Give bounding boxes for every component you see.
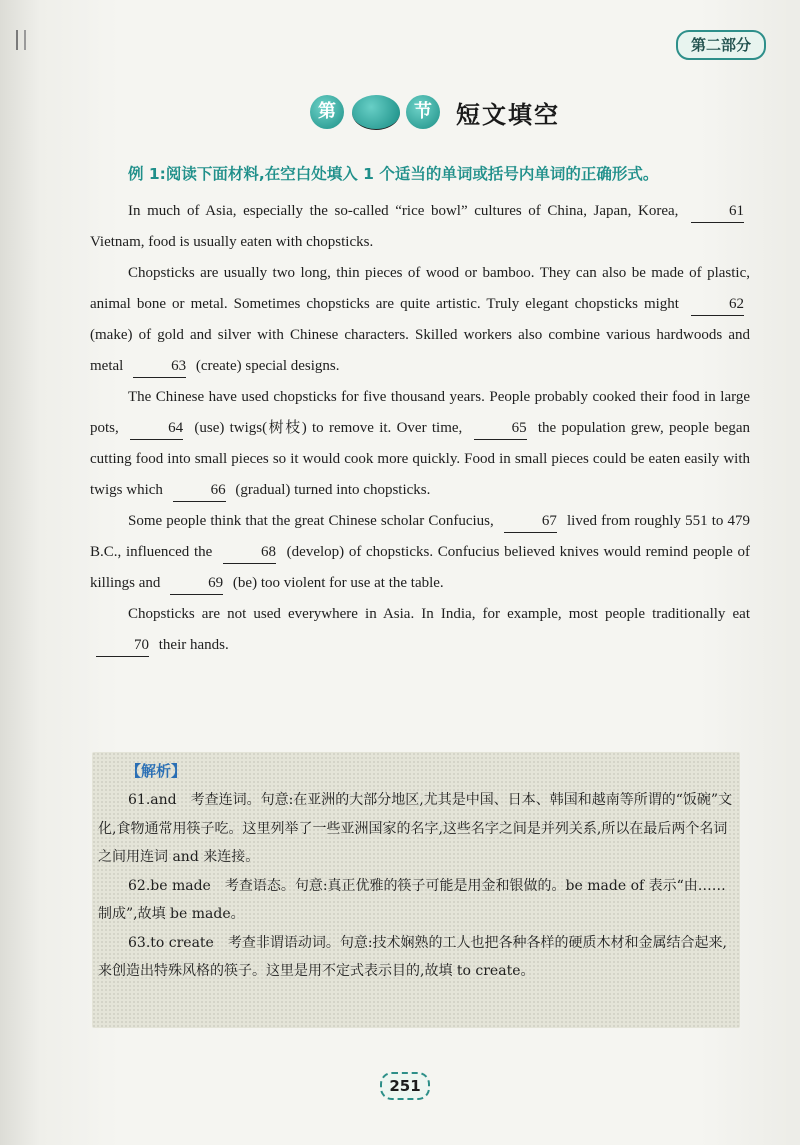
analysis-body — [98, 786, 734, 986]
analysis-item-63: 63.to create 考查非谓语动词。句意:技术娴熟的工人也把各种各样的硬质木材和金属结合起来,来创造出特殊风格的筷子。这里是用不定式表示目的,故填 to create。 — [98, 934, 728, 979]
passage — [90, 196, 750, 661]
analysis-item-62: 62.be made 考查语态。句意:真正优雅的筷子可能是用金和银做的。be made of 表示“由……制成”,故填 be made。 — [98, 877, 726, 922]
paragraph-text: lived from roughly 551 to 479 B.C., influenced the — [90, 513, 751, 560]
paragraph-4 — [90, 506, 750, 599]
section-seal-3: 节 — [406, 95, 440, 129]
analysis-heading: 【解析】 — [126, 762, 187, 780]
binding-mark — [16, 30, 26, 50]
paragraph-text: (develop) of chopsticks. Confucius believed knives would remind people of killings and — [90, 544, 751, 591]
blank-68: 68 — [223, 541, 276, 564]
section-seal-2 — [352, 95, 400, 130]
paragraph-3 — [90, 382, 750, 506]
blank-67: 67 — [504, 510, 557, 533]
paragraph-text: The Chinese have used chopsticks for five thousand years. People probably cooked their food in large pots, — [90, 389, 750, 436]
paragraph-text: their hands. — [158, 637, 229, 653]
section-title — [310, 92, 560, 132]
section-title-text: 短文填空 — [456, 100, 560, 129]
blank-61: 61 — [691, 200, 744, 223]
analysis-item-61: 61.and 考查连词。句意:在亚洲的大部分地区,尤其是中国、日本、韩国和越南等所谓的“饭碗”文化,食物通常用筷子吃。这里列举了一些亚洲国家的名字,这些名字之间是并列关系,所以在最后两个名词之间用连词 and 来连接。 — [98, 792, 733, 865]
paragraph-text: Chopsticks are not used everywhere in Asia. In India, for example, most people traditionally eat — [128, 606, 750, 622]
paragraph-2 — [90, 258, 750, 382]
example-heading: 例 1:阅读下面材料,在空白处填入 1 个适当的单词或括号内单词的正确形式。 — [128, 165, 659, 183]
blank-63: 63 — [133, 355, 186, 378]
blank-62: 62 — [691, 293, 744, 316]
paragraph-text: the population grew, people began cutting food into small pieces so it would cook more quickly. Food in small pieces could be eaten easily with twigs which — [90, 420, 751, 498]
blank-65: 65 — [474, 417, 527, 440]
paragraph-5 — [90, 599, 750, 661]
paragraph-text: (gradual) turned into chopsticks. — [235, 482, 431, 498]
section-seal-1: 第 — [310, 95, 344, 129]
paragraph-text: Chopsticks are usually two long, thin pieces of wood or bamboo. They can also be made of plastic, animal bone or metal. Sometimes chopsticks are quite artistic. Truly elegant chopsticks might — [90, 265, 750, 312]
paragraph-text: In much of Asia, especially the so-called “rice bowl” cultures of China, Japan, Korea, — [128, 203, 679, 219]
blank-69: 69 — [170, 572, 223, 595]
paragraph-text: Some people think that the great Chinese scholar Confucius, — [128, 513, 494, 529]
analysis-box — [92, 752, 740, 1028]
page-number: 251 — [380, 1072, 430, 1100]
blank-66: 66 — [173, 479, 226, 502]
paragraph-1 — [90, 196, 750, 258]
blank-64: 64 — [130, 417, 183, 440]
paragraph-text: (be) too violent for use at the table. — [232, 575, 444, 591]
blank-70: 70 — [96, 634, 149, 657]
paragraph-text: (create) special designs. — [195, 358, 340, 374]
paragraph-text: Vietnam, food is usually eaten with chopsticks. — [90, 234, 374, 250]
paragraph-text: (use) twigs(树枝) to remove it. Over time, — [194, 420, 463, 436]
paragraph-text: (make) of gold and silver with Chinese characters. Skilled workers also combine various hardwoods and metal — [90, 327, 750, 374]
part-badge: 第二部分 — [676, 30, 766, 60]
